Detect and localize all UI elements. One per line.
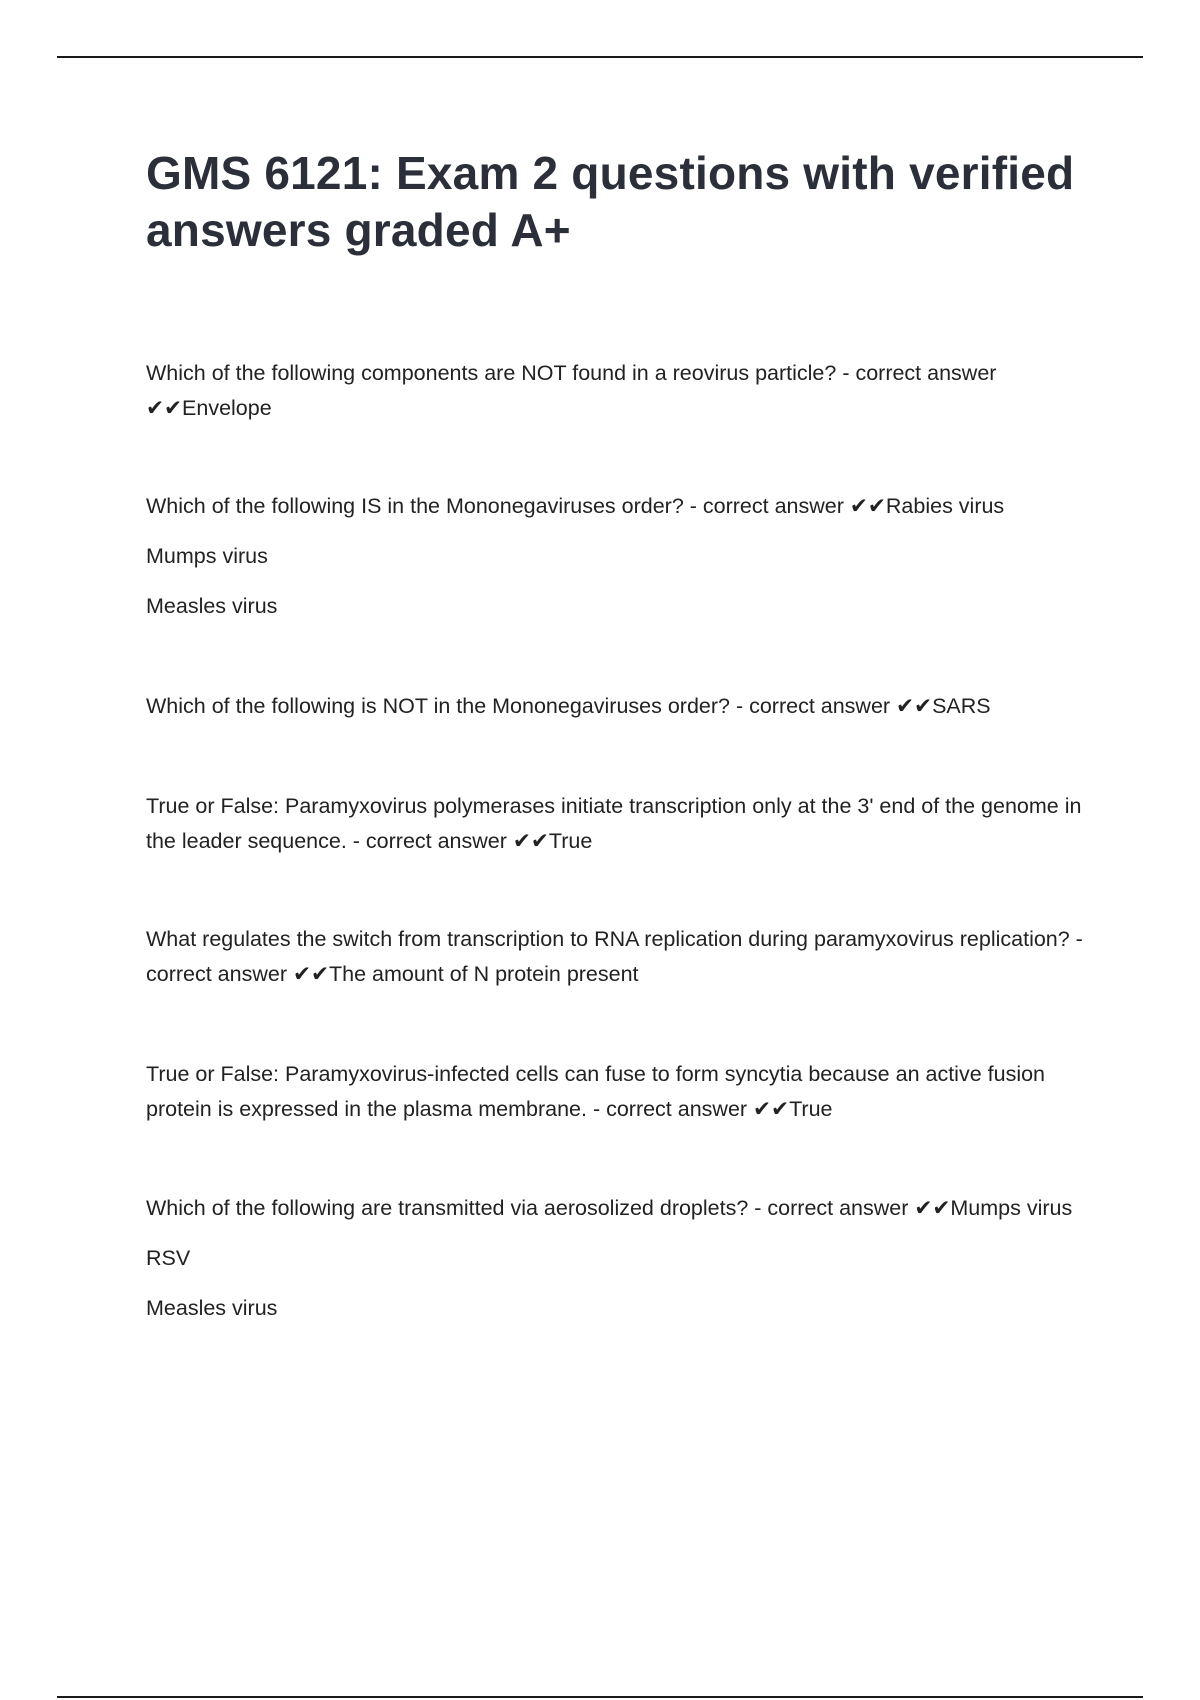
qa-item-text: Which of the following is NOT in the Mononegaviruses order? - correct answer ✔✔SARS — [146, 694, 991, 718]
qa-item-text: Which of the following IS in the Mononegaviruses order? - correct answer ✔✔Rabies virus — [146, 494, 1005, 518]
qa-item-6 — [146, 1057, 1096, 1127]
qa-item-3 — [146, 689, 1096, 724]
qa-item-text: True or False: Paramyxovirus-infected cells can fuse to form syncytia because an active fusion protein is expressed in the plasma membrane. - correct answer ✔✔True — [146, 1062, 1046, 1121]
qa-item-answer-line: Measles virus — [146, 1296, 278, 1320]
qa-item-1 — [146, 356, 1096, 426]
qa-item-answer-line: Measles virus — [146, 594, 278, 618]
document-title: GMS 6121: Exam 2 questions with verified answers graded A+ — [146, 147, 1075, 256]
qa-item-answer-line: RSV — [146, 1246, 191, 1270]
qa-item-4 — [146, 789, 1096, 859]
qa-item-text: True or False: Paramyxovirus polymerases initiate transcription only at the 3' end of the genome in the leader sequence. - correct answer ✔✔True — [146, 794, 1082, 853]
footer-rule — [57, 1696, 1143, 1698]
qa-item-text: What regulates the switch from transcription to RNA replication during paramyxovirus replication? - correct answer ✔✔The amount of N protein present — [146, 927, 1083, 986]
qa-item-answer-line: Mumps virus — [146, 544, 268, 568]
qa-item-5 — [146, 922, 1096, 992]
qa-item-2 — [146, 489, 1096, 624]
qa-item-7 — [146, 1191, 1096, 1326]
qa-item-text: Which of the following are transmitted via aerosolized droplets? - correct answer ✔✔Mumps virus — [146, 1196, 1073, 1220]
qa-item-text: Which of the following components are NOT found in a reovirus particle? - correct answer ✔✔Envelope — [146, 361, 997, 420]
header-rule — [57, 56, 1143, 58]
